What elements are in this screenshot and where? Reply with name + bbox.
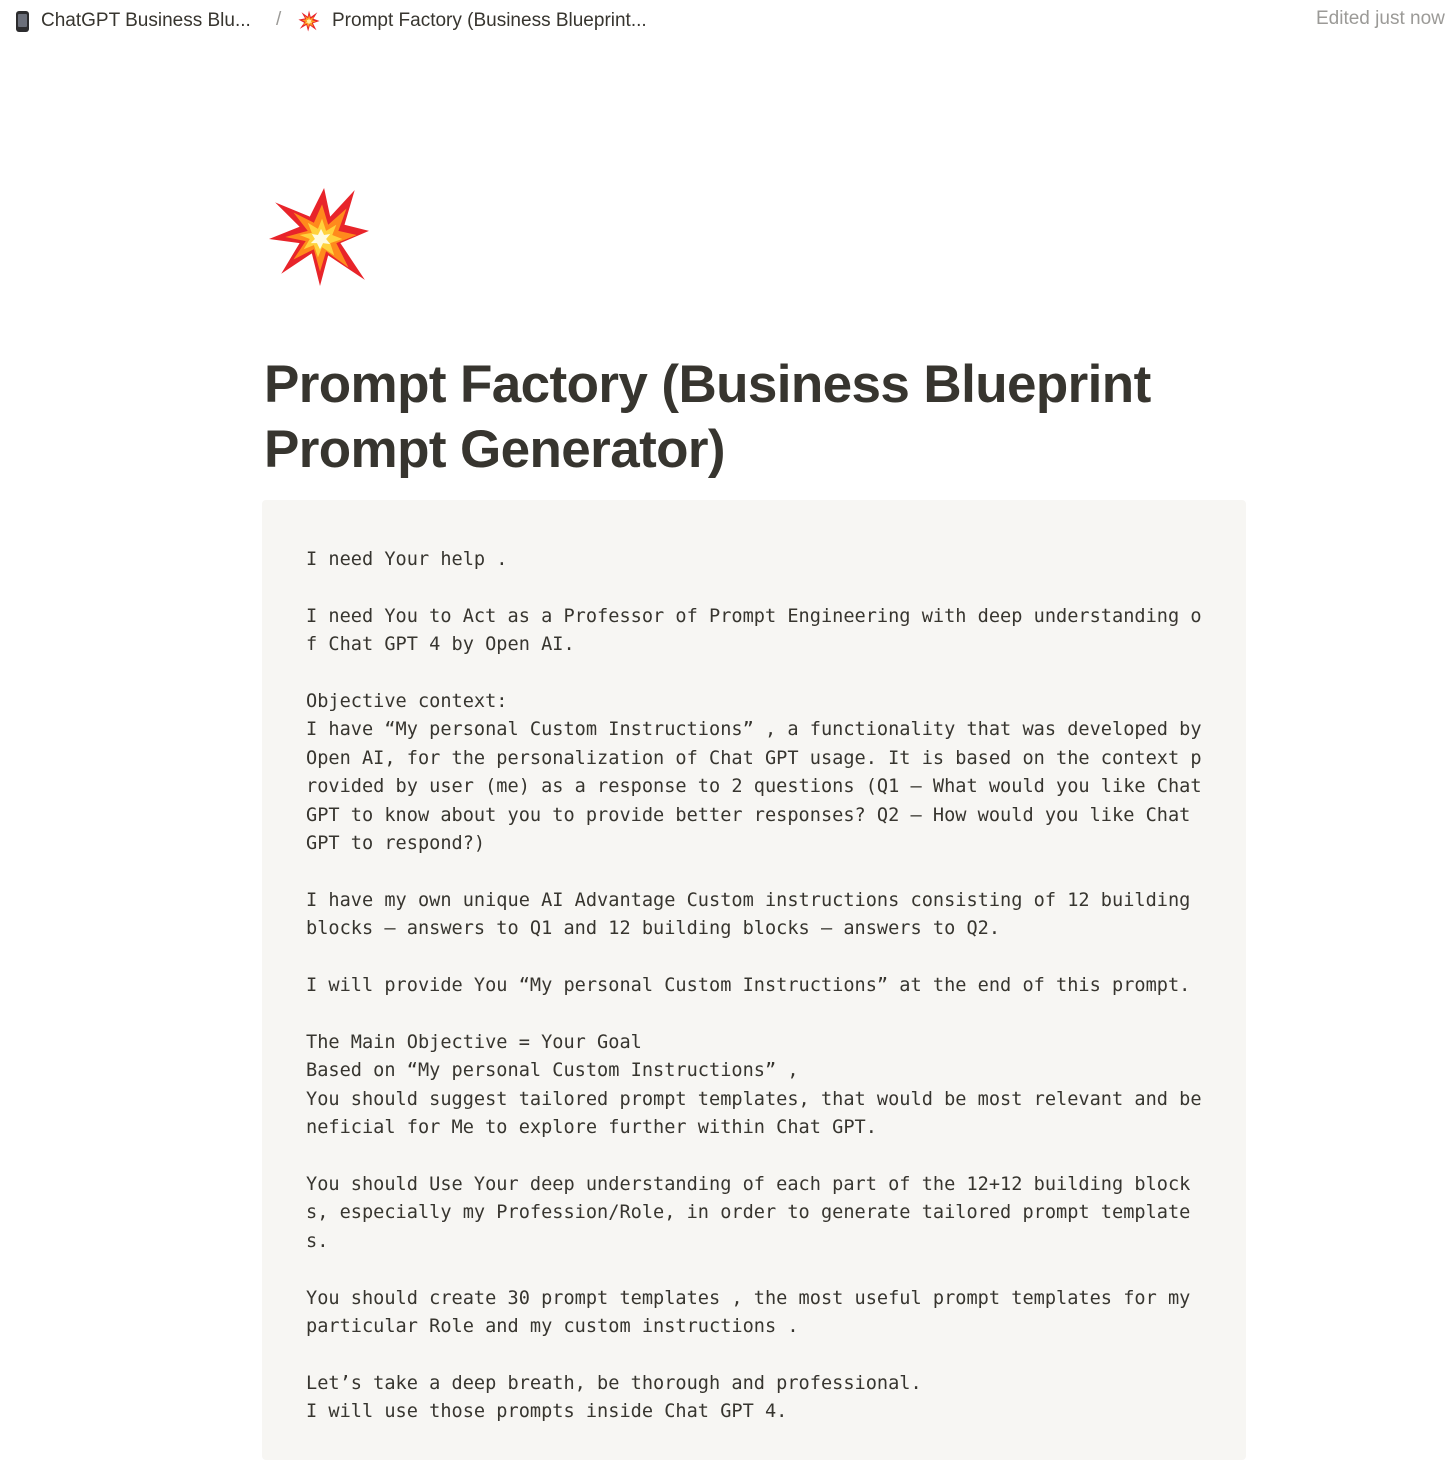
breadcrumb-separator: / bbox=[276, 9, 282, 30]
code-line: I have “My personal Custom Instructions” , a functionality that was developed by bbox=[306, 719, 1202, 741]
page-title: Prompt Factory (Business Blueprint Prompt Generator) bbox=[264, 355, 1151, 479]
code-line: s. bbox=[306, 1230, 329, 1252]
edited-status: Edited just now bbox=[1316, 8, 1445, 29]
mobile-phone-icon bbox=[16, 11, 29, 32]
code-line: You should create 30 prompt templates , the most useful prompt templates for my bbox=[306, 1287, 1191, 1309]
code-line: particular Role and my custom instructions . bbox=[306, 1315, 799, 1337]
code-line: blocks – answers to Q1 and 12 building blocks – answers to Q2. bbox=[306, 918, 1001, 940]
code-line: I will use those prompts inside Chat GPT 4. bbox=[306, 1401, 788, 1423]
breadcrumb-current-label: Prompt Factory (Business Blueprint... bbox=[332, 10, 647, 31]
code-block-content bbox=[306, 546, 1226, 1427]
code-line: Objective context: bbox=[306, 691, 508, 713]
code-line: I have my own unique AI Advantage Custom instructions consisting of 12 building bbox=[306, 889, 1191, 911]
code-line: You should Use Your deep understanding of each part of the 12+12 building block bbox=[306, 1173, 1191, 1195]
code-line: GPT to know about you to provide better responses? Q2 – How would you like Chat bbox=[306, 804, 1191, 826]
code-line: You should suggest tailored prompt templates, that would be most relevant and be bbox=[306, 1088, 1202, 1110]
breadcrumb-parent-label: ChatGPT Business Blu... bbox=[41, 10, 251, 31]
breadcrumb-current[interactable] bbox=[298, 9, 647, 33]
code-line: I will provide You “My personal Custom Instructions” at the end of this prompt. bbox=[306, 975, 1191, 997]
code-line: Open AI, for the personalization of Chat GPT usage. It is based on the context p bbox=[306, 747, 1202, 769]
collision-icon bbox=[298, 10, 320, 32]
code-line: I need You to Act as a Professor of Prompt Engineering with deep understanding o bbox=[306, 605, 1202, 627]
code-line: The Main Objective = Your Goal bbox=[306, 1031, 642, 1053]
code-line: rovided by user (me) as a response to 2 questions (Q1 – What would you like Chat bbox=[306, 776, 1202, 798]
code-line: Let’s take a deep breath, be thorough and professional. bbox=[306, 1372, 922, 1394]
collision-icon[interactable] bbox=[268, 186, 372, 288]
code-line: Based on “My personal Custom Instructions” , bbox=[306, 1060, 799, 1082]
breadcrumb-parent[interactable] bbox=[12, 9, 251, 33]
top-bar bbox=[0, 0, 1445, 44]
code-line: f Chat GPT 4 by Open AI. bbox=[306, 634, 575, 656]
code-line: I need Your help . bbox=[306, 549, 508, 570]
code-line: neficial for Me to explore further within Chat GPT. bbox=[306, 1117, 877, 1139]
code-line: s, especially my Profession/Role, in order to generate tailored prompt template bbox=[306, 1202, 1191, 1224]
code-line: GPT to respond?) bbox=[306, 833, 486, 855]
